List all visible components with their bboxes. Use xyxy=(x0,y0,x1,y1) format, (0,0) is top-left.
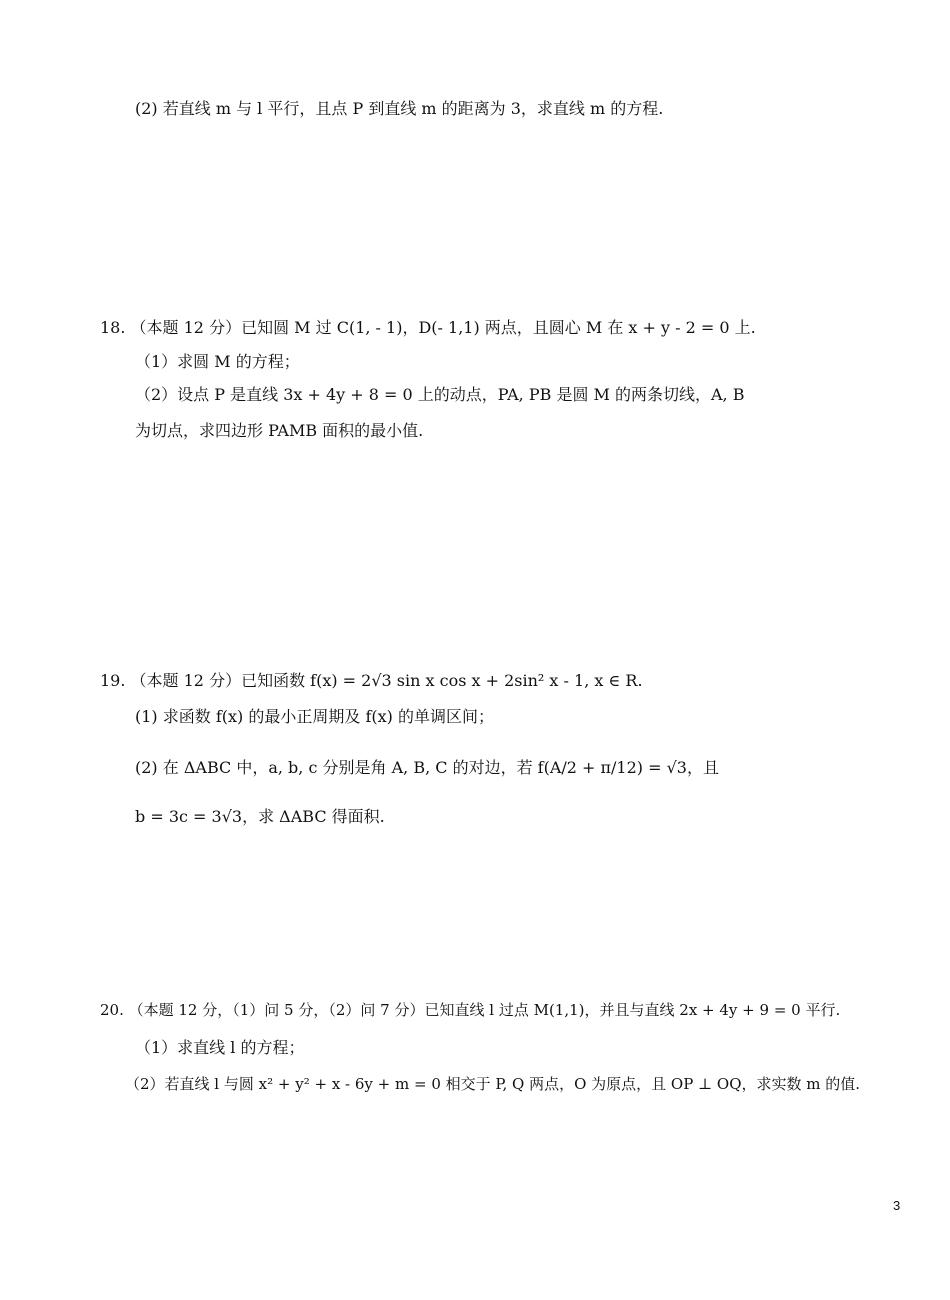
page-number: 3 xyxy=(893,1198,901,1213)
question-17-part-2: (2) 若直线 m 与 l 平行，且点 P 到直线 m 的距离为 3，求直线 m 的方程. xyxy=(135,99,664,118)
question-20-stem: 20. （本题 12 分，（1）问 5 分，（2）问 7 分）已知直线 l 过点 M(1,1)，并且与直线 2x + 4y + 9 = 0 平行. xyxy=(100,1001,841,1019)
question-18-part-2-line-2: 为切点，求四边形 PAMB 面积的最小值. xyxy=(135,421,424,440)
question-20-part-1: （1）求直线 l 的方程； xyxy=(135,1038,305,1057)
question-19-part-2-line-1: (2) 在 ΔABC 中，a, b, c 分别是角 A, B, C 的对边，若 f(A/2 + π/12) = √3，且 xyxy=(135,758,719,777)
question-18-part-2-line-1: （2）设点 P 是直线 3x + 4y + 8 = 0 上的动点，PA, PB 是圆 M 的两条切线，A, B xyxy=(135,385,745,404)
question-19-part-2-line-2: b = 3c = 3√3，求 ΔABC 得面积. xyxy=(135,807,385,826)
question-18-part-1: （1）求圆 M 的方程； xyxy=(135,352,300,371)
question-20-part-2: （2）若直线 l 与圆 x² + y² + x - 6y + m = 0 相交于 P, Q 两点，O 为原点，且 OP ⊥ OQ，求实数 m 的值. xyxy=(125,1075,861,1093)
question-19-part-1: (1) 求函数 f(x) 的最小正周期及 f(x) 的单调区间； xyxy=(135,707,494,726)
question-18-stem: 18. （本题 12 分）已知圆 M 过 C(1, - 1)，D(- 1,1) 两点，且圆心 M 在 x + y - 2 = 0 上. xyxy=(100,318,756,337)
question-19-stem: 19. （本题 12 分）已知函数 f(x) = 2√3 sin x cos x + 2sin² x - 1, x ∈ R. xyxy=(100,671,643,690)
